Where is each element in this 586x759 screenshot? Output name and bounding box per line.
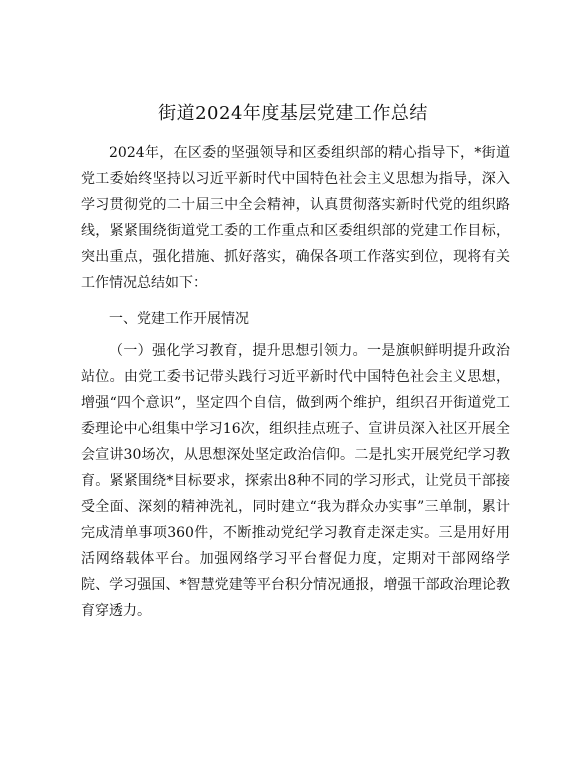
document-title: 街道2024年度基层党建工作总结 [158, 103, 428, 124]
section-heading: 一、党建工作开展情况 [109, 311, 249, 327]
intro-paragraph: 2024年，在区委的坚强领导和区委组织部的精心指导下，*街道党工委始终坚持以习近平新时代中国特色社会主义思想为指导，深入学习贯彻党的二十届三中全会精神，认真贯彻落实新时代党的组织路线，紧紧围绕街道党工委的工作重点和区委组织部的党建工作目标，突出重点，强化措施、抓好落实，确保各项工作落实到位，现将有关工作情况总结如下： [81, 145, 510, 291]
section-paragraph: （一）强化学习教育，提升思想引领力。一是旗帜鲜明提升政治站位。由党工委书记带头践行习近平新时代中国特色社会主义思想，增强“四个意识”，坚定四个自信，做到两个维护，组织召开街道党工委理论中心组集中学习16次，组织挂点班子、宣讲员深入社区开展全会宣讲30场次，从思想深处坚定政治信仰。二是扎实开展党纪学习教育。紧紧围绕*目标要求，探索出8种不同的学习形式，让党员干部接受全面、深刻的精神洗礼，同时建立“我为群众办实事”三单制，累计完成清单事项360件，不断推动党纪学习教育走深走实。三是用好用活网络载体平台。加强网络学习平台督促力度，定期对干部网络学院、学习强国、*智慧党建等平台积分情况通报，增强干部政治理论教育穿透力。 [81, 343, 510, 619]
